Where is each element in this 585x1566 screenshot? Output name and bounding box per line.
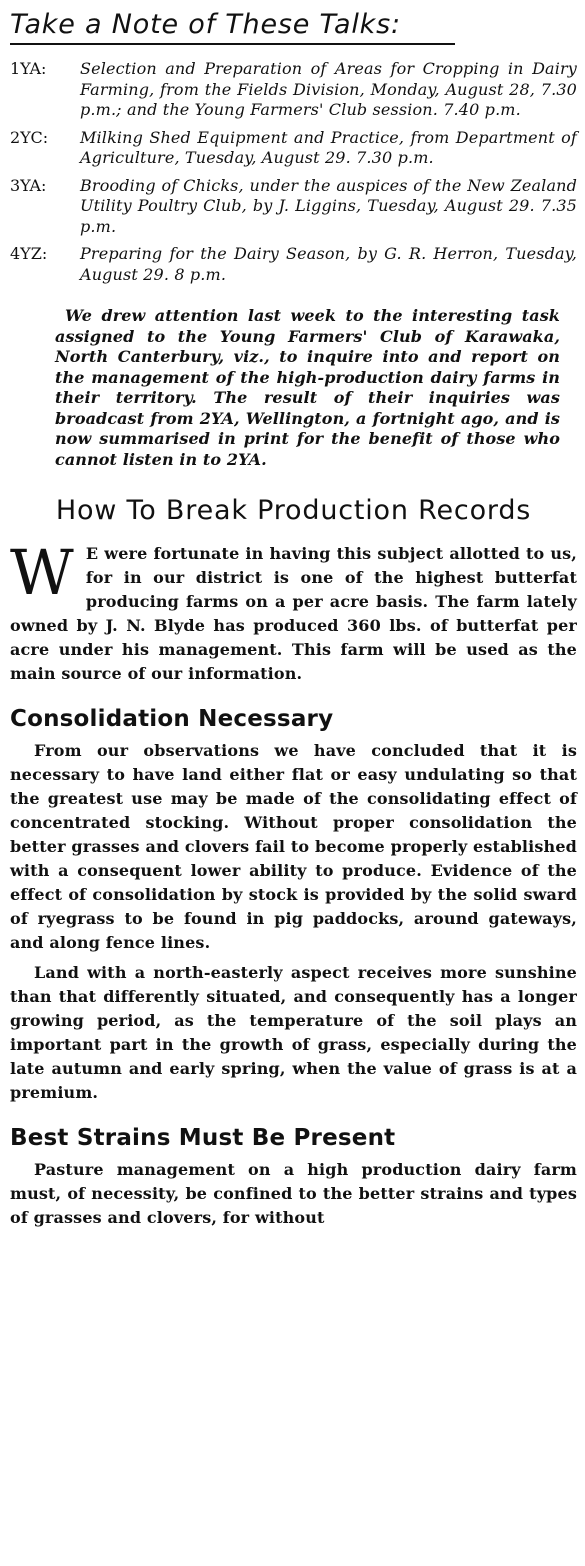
intro-note: We drew attention last week to the interesting task assigned to the Young Farmers' Club of Karawaka, North Canterbury, viz., to inquire into and report on the management of the high-production dairy farms in their territory. The result of their inquiries was broadcast from 2YA, Wellington, a fortnight ago, and is now summarised in print for the benefit of those who cannot listen in to 2YA. xyxy=(55,306,560,469)
talk-item xyxy=(10,128,577,169)
drop-cap: W xyxy=(10,536,74,609)
lead-text: E were fortunate in having this subject allotted to us, for in our district is one of the highest butterfat producing farms on a per acre basis. The farm lately owned by J. N. Blyde has produced 360 lbs. of butterfat per acre under his management. This farm will be used as the main source of our information. xyxy=(10,544,577,683)
body-paragraph: Land with a north-easterly aspect receives more sunshine than that differently situated, and consequently has a longer growing period, as the temperature of the soil plays an important part in the growth of grass, especially during the late autumn and early spring, when the value of grass is at a premium. xyxy=(10,963,577,1102)
title-underline xyxy=(10,43,455,45)
talk-description: Selection and Preparation of Areas for Cropping in Dairy Farming, from the Fields Division, Monday, August 28, 7.30 p.m.; and the Young Farmers' Club session. 7.40 p.m. xyxy=(80,59,577,119)
section-heading: Best Strains Must Be Present xyxy=(10,1125,396,1151)
talk-description: Preparing for the Dairy Season, by G. R. Herron, Tuesday, August 29. 8 p.m. xyxy=(80,244,577,284)
talks-list xyxy=(10,59,577,285)
talk-item xyxy=(10,244,577,285)
talk-item xyxy=(10,59,577,121)
talk-item xyxy=(10,176,577,238)
talk-station: 3YA: xyxy=(10,175,47,195)
section-heading: Consolidation Necessary xyxy=(10,706,334,732)
talks-title: Take a Note of These Talks: xyxy=(10,9,401,40)
article-title: How To Break Production Records xyxy=(55,495,532,526)
body-paragraph: From our observations we have concluded that it is necessary to have land either flat or easy undulating so that the greatest use may be made of the consolidating effect of concentrated stocking. Without proper consolidation the better grasses and clovers fail to become properly established with a consequent lower ability to produce. Evidence of the effect of consolidation by stock is provided by the solid sward of ryegrass to be found in pig paddocks, around gateways, and along fence lines. xyxy=(10,741,577,952)
body-paragraph: Pasture management on a high production dairy farm must, of necessity, be confined to the better strains and types of grasses and clovers, for without xyxy=(10,1160,577,1227)
talk-description: Brooding of Chicks, under the auspices of the New Zealand Utility Poultry Club, by J. Liggins, Tuesday, August 29. 7.35 p.m. xyxy=(80,175,577,236)
talk-description: Milking Shed Equipment and Practice, from Department of Agriculture, Tuesday, August 29. 7.30 p.m. xyxy=(80,127,577,167)
talk-station: 4YZ: xyxy=(10,244,48,263)
lead-paragraph xyxy=(10,536,577,686)
talk-station: 1YA: xyxy=(10,59,47,78)
talk-station: 2YC: xyxy=(10,127,49,147)
